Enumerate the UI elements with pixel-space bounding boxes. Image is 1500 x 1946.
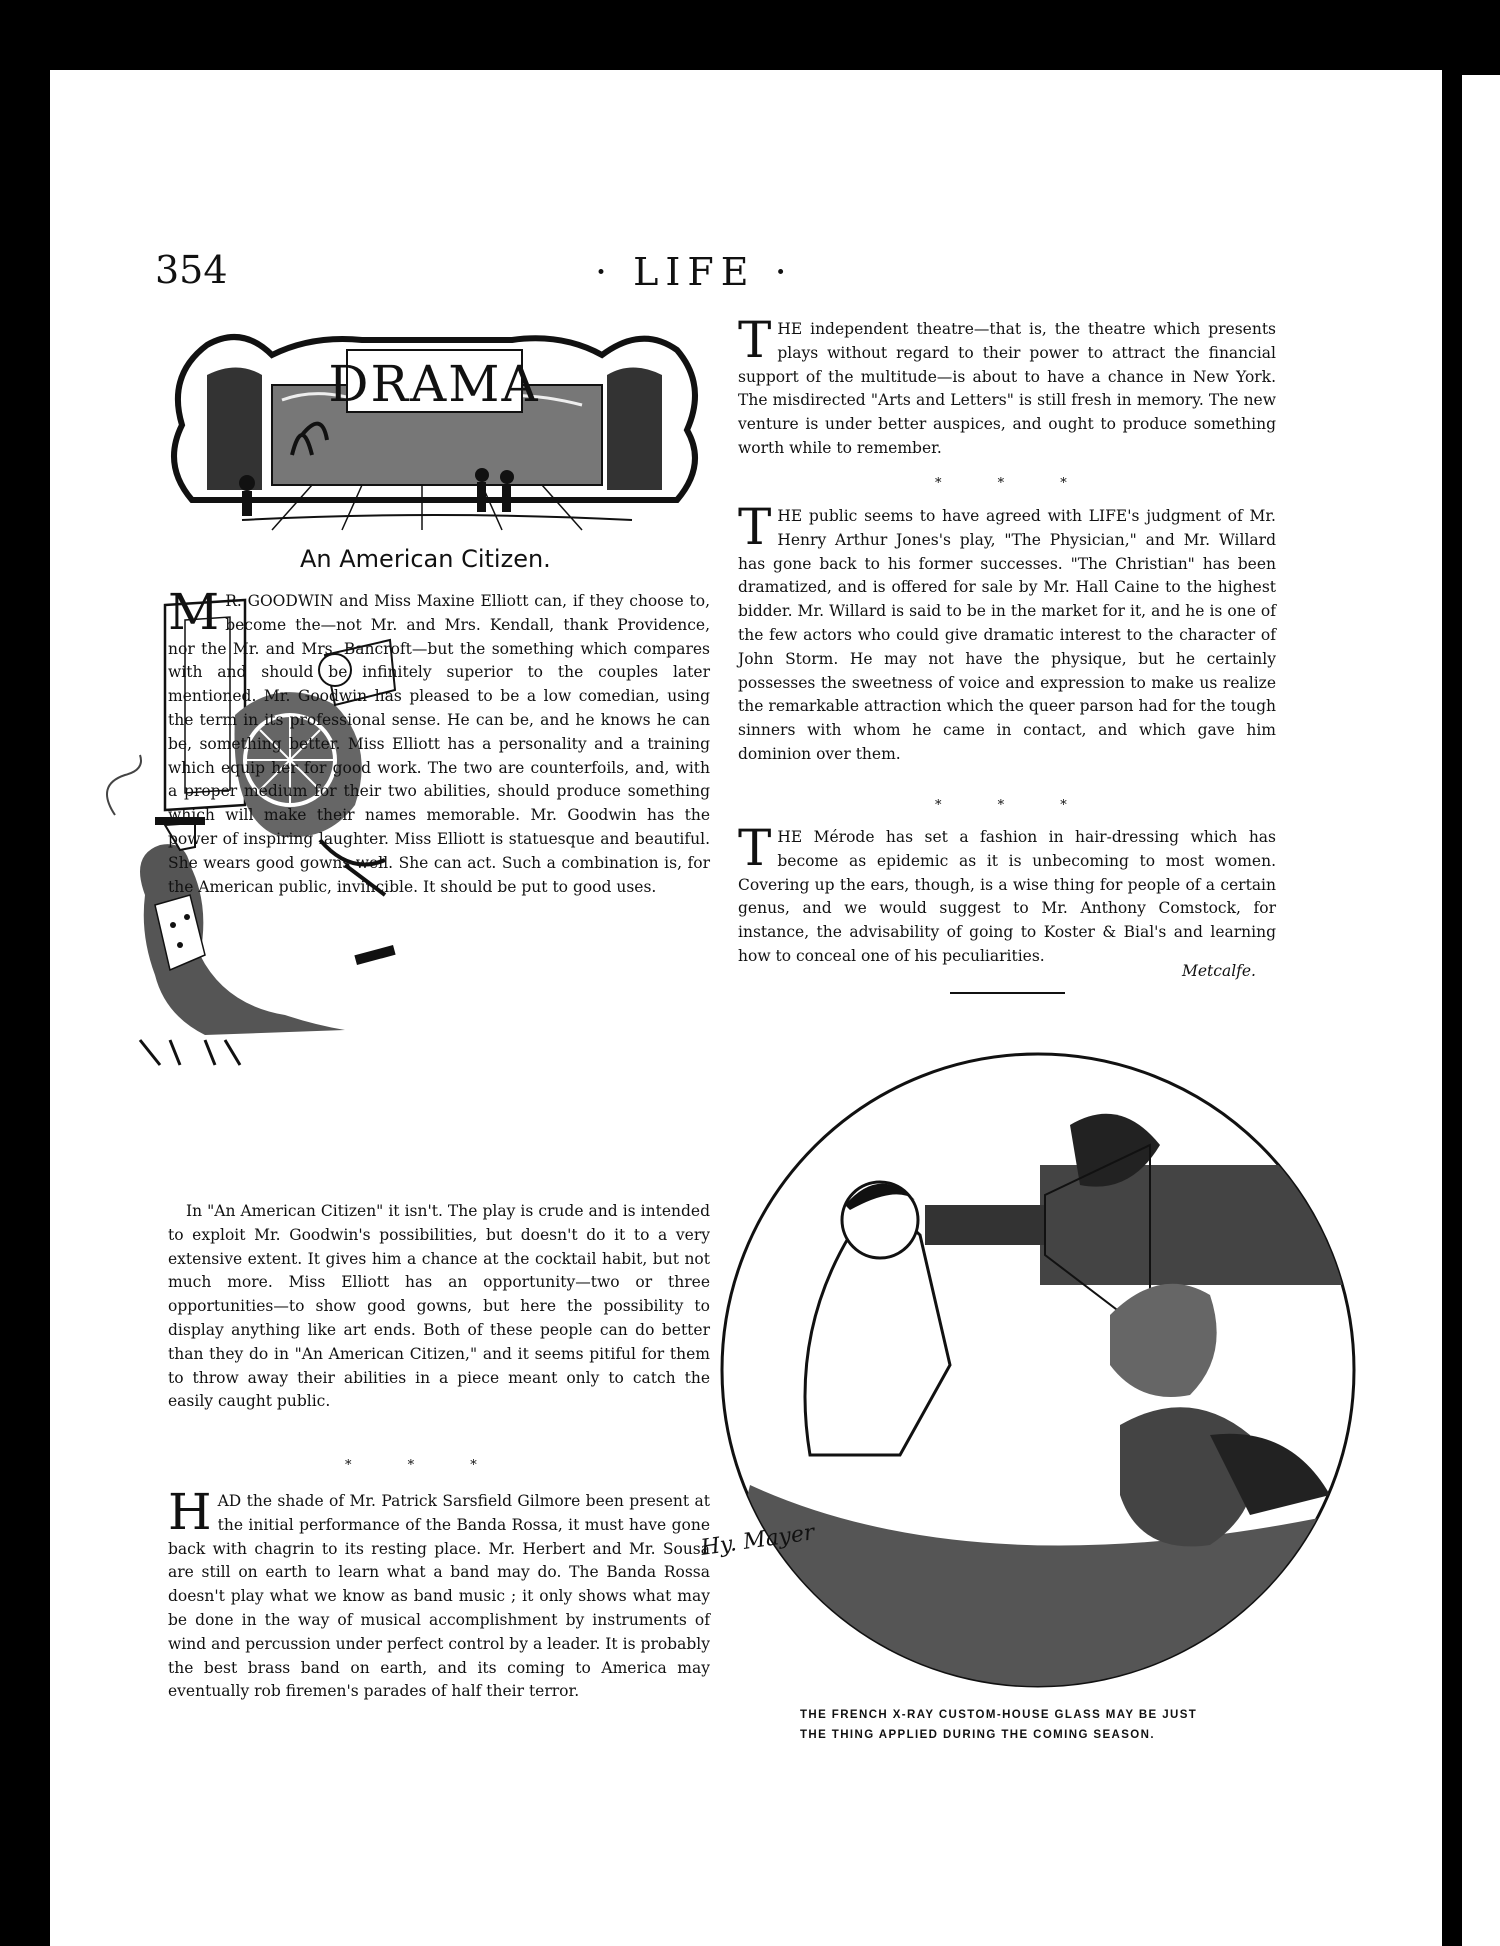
right-paragraph-2-dropcap: T (738, 498, 772, 556)
drama-banner-heading: DRAMA (328, 355, 540, 413)
section-rule (950, 992, 1065, 994)
section-separator: * * * (345, 1458, 503, 1473)
right-paragraph-2 (738, 498, 1276, 767)
next-page-edge (1462, 75, 1500, 1946)
right-paragraph-1-dropcap: T (738, 311, 772, 369)
section-separator: * * * (935, 476, 1093, 491)
right-paragraph-3 (738, 819, 1276, 969)
right-paragraph-1-text: HE independent theatre—that is, the theatre which presents plays without regard to their power to attract the financial support of the multitude—is about to have a chance in New York. The misdirected "Arts and Letters" is still fresh in memory. The new venture is under better auspices, and ought to produce something worth while to remember. (738, 320, 1276, 457)
drama-banner-illustration (162, 315, 707, 540)
right-paragraph-2-text: HE public seems to have agreed with LIFE's judgment of Mr. Henry Arthur Jones's play, "The Physician," and Mr. Willard has gone back to his former successes. "The Christian" has been dramatized, and is offered for sale by Mr. Hall Caine to the highest bidder. Mr. Willard is said to be in the market for it, and he is one of the few actors who could give dramatic interest to the character of John Storm. He may not have the physique, but he certainly possesses the sweetness of voice and expression to make us realize the remarkable attraction which the queer parson had for the tough sinners with whom he came in contact, and which gave him dominion over them. (738, 507, 1276, 763)
article-paragraph-2-text: In "An American Citizen" it isn't. The play is crude and is intended to exploit Mr. Goodwin's possibilities, but doesn't do it to a very extensive extent. It gives him a chance at the cocktail habit, but not much more. Miss Elliott has an opportunity—two or three opportunities—to show good gowns, but here the possibility to display anything like art ends. Both of these people can do better than they do in "An American Citizen," and it seems pitiful for them to throw away their abilities in a piece meant only to catch the easily caught public. (168, 1202, 710, 1411)
x-ray-glass-illustration (690, 1035, 1380, 1695)
right-paragraph-1 (738, 311, 1276, 461)
article-intro-paragraph (168, 583, 710, 1180)
caption-line-2: THE THING APPLIED DURING THE COMING SEASON. (800, 1729, 1155, 1741)
article-paragraph-2 (168, 1200, 710, 1414)
article-intro-dropcap: M (168, 583, 220, 641)
article-intro-text: R. GOODWIN and Miss Maxine Elliott can, if they choose to, become the—not Mr. and Mrs. Kendall, thank Providence, nor the Mr. and Mrs. Bancroft—but the something which compares with and should be infinitely superior to the couples later mentioned. Mr. Goodwin has pleased to be a low comedian, using the term in its professional sense. He can be, and he knows he can be, something better. Miss Elliott has a personality and a training which equip her for good work. The two are counterfoils, and, with a proper medium for their two abilities, should produce something which will make their names memorable. Mr. Goodwin has the power of inspiring laughter. Miss Elliott is statuesque and beautiful. She wears good gowns well. She can act. Such a combination is, for the American public, invincible. It should be put to good uses. (168, 592, 710, 896)
page-gutter (1442, 60, 1460, 1946)
watermark: comicbooks.com (1216, 1902, 1431, 1928)
article-paragraph-3 (168, 1483, 710, 1704)
caption-line-1: THE FRENCH X-RAY CUSTOM-HOUSE GLASS MAY BE JUST (800, 1709, 1198, 1721)
article-paragraph-3-text: AD the shade of Mr. Patrick Sarsfield Gilmore been present at the initial performance of the Banda Rossa, it must have gone back with chagrin to its resting place. Mr. Herbert and Mr. Sousa are still on earth to learn what a band may do. The Banda Rossa doesn't play what we know as band music ; it only shows what may be done in the way of musical accomplishment by instruments of wind and percussion under perfect control by a leader. It is probably the best brass band on earth, and its coming to America may eventually rob firemen's parades of half their terror. (168, 1492, 710, 1701)
article-paragraph-3-dropcap: H (168, 1483, 212, 1541)
section-separator: * * * (935, 798, 1093, 813)
artist-signature: Hy. Mayer (699, 1520, 817, 1561)
page-number: 354 (155, 248, 228, 292)
author-signature: Metcalfe. (1182, 962, 1256, 980)
illustration-caption (800, 1705, 1275, 1745)
article-title: An American Citizen. (300, 545, 551, 573)
right-paragraph-3-dropcap: T (738, 819, 772, 877)
right-paragraph-3-text: HE Mérode has set a fashion in hair-dressing which has become as epidemic as it is unbecoming to most women. Covering up the ears, though, is a wise thing for people of a certain genus, and we would suggest to Mr. Anthony Comstock, for instance, the advisability of going to Koster & Bial's and learning how to conceal one of his peculiarities. (738, 828, 1276, 965)
magazine-title: · LIFE · (595, 250, 794, 294)
